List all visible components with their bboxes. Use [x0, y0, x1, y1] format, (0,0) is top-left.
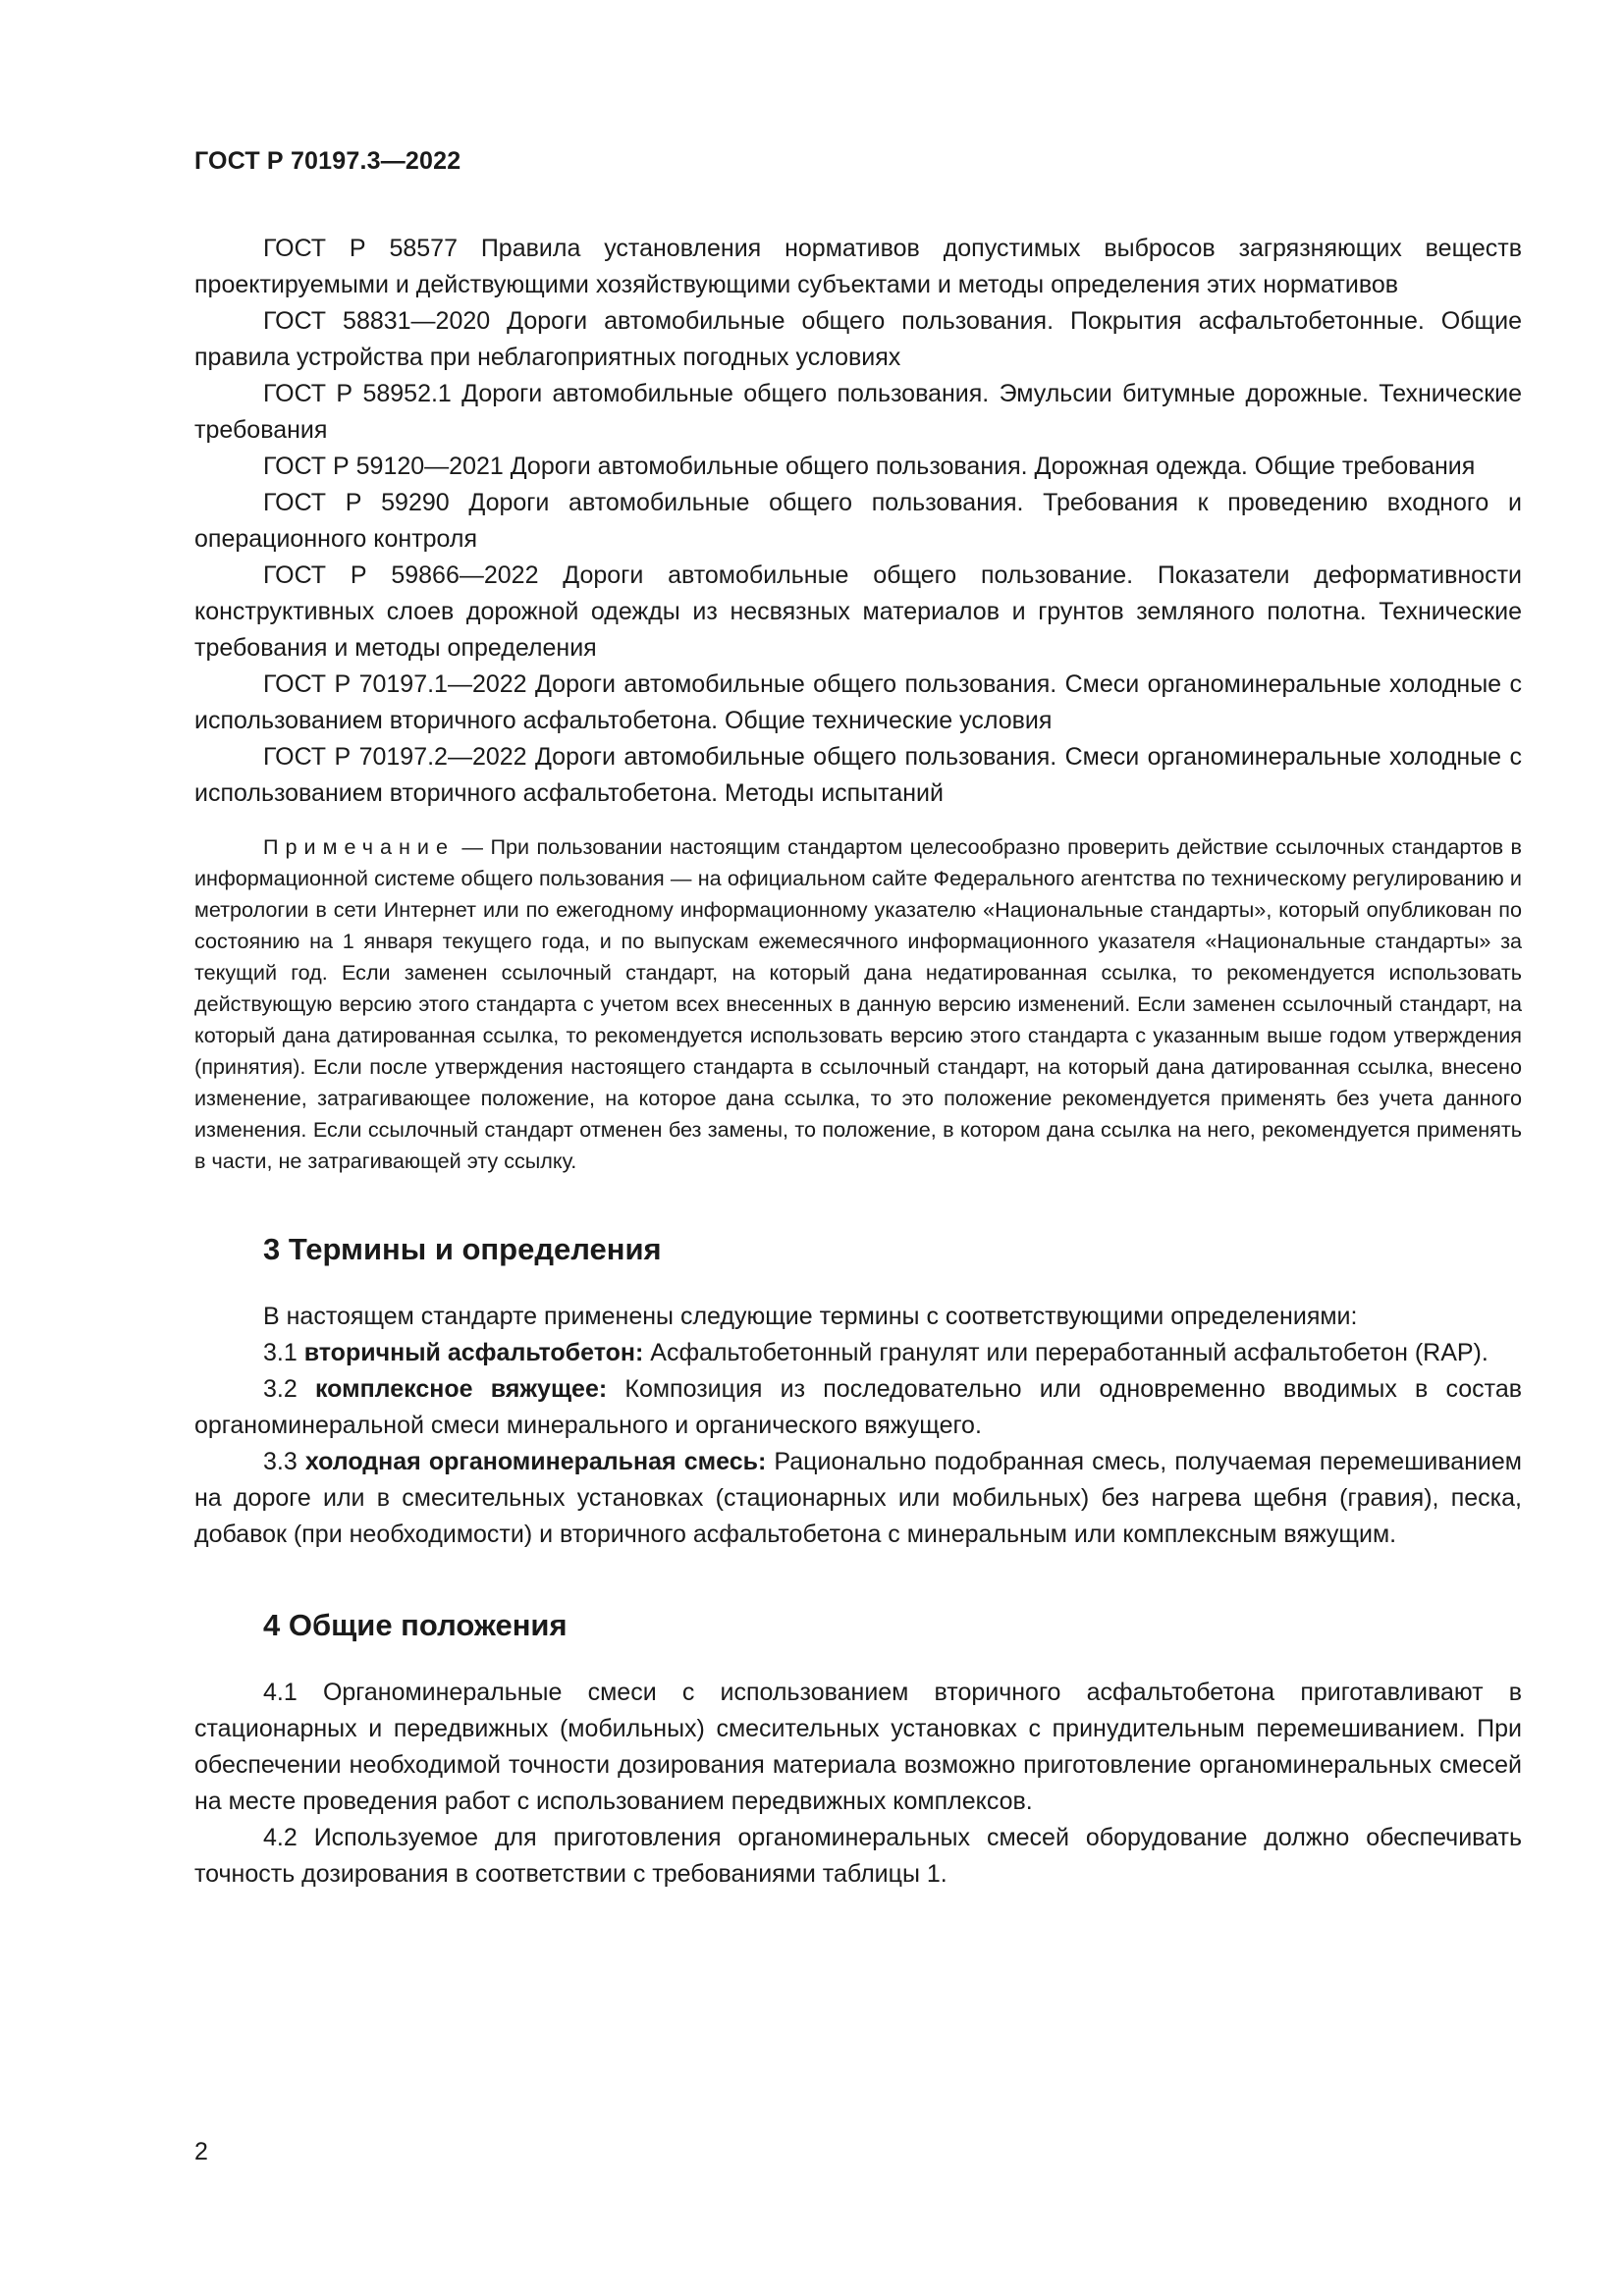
- term-item: [194, 1444, 1522, 1553]
- term-item: [194, 1335, 1522, 1371]
- document-page: [194, 147, 1522, 1893]
- section-3-intro: В настоящем стандарте применены следующие термины с соответствующими определениями:: [263, 1303, 1358, 1330]
- note-label: Примечание: [263, 834, 455, 859]
- reference-item: ГОСТ Р 59120—2021 Дороги автомобильные общего пользования. Дорожная одежда. Общие требования: [263, 453, 1476, 480]
- document-header: ГОСТ Р 70197.3—2022: [194, 147, 461, 175]
- reference-item: ГОСТ Р 70197.2—2022 Дороги автомобильные общего пользования. Смеси органоминеральные холодные с использованием вторичного асфальтобетона. Методы испытаний: [194, 743, 1522, 807]
- term-item: [194, 1371, 1522, 1444]
- reference-item: ГОСТ 58831—2020 Дороги автомобильные общего пользования. Покрытия асфальтобетонные. Общие правила устройства при неблагоприятных погодных условиях: [194, 307, 1522, 371]
- reference-item: ГОСТ Р 58577 Правила установления нормативов допустимых выбросов загрязняющих веществ проектируемыми и действующими хозяйствующими субъектами и методы определения этих нормативов: [194, 235, 1522, 298]
- note-text: — При пользовании настоящим стандартом целесообразно проверить действие ссылочных стандартов в информационной системе общего пользования — на официальном сайте Федерального агентства по техническому регулированию и метрологии в сети Интернет или по ежегодному информационному указателю «Национальные стандарты», который опубликован по состоянию на 1 января текущего года, и по выпускам ежемесячного информационного указателя «Национальные стандарты» за текущий год. Если заменен ссылочный стандарт, на который дана недатированная ссылка, то рекомендуется использовать действующую версию этого стандарта с учетом всех внесенных в данную версию изменений. Если заменен ссылочный стандарт, на который дана датированная ссылка, то рекомендуется использовать версию этого стандарта с указанным выше годом утверждения (принятия). Если после утверждения настоящего стандарта в ссылочный стандарт, на который дана датированная ссылка, внесено изменение, затрагивающее положение, на которое дана ссылка, то это положение рекомендуется применять без учета данного изменения. Если ссылочный стандарт отменен без замены, то положение, в котором дана ссылка на него, рекомендуется применять в части, не затрагивающей эту ссылку.: [194, 834, 1522, 1173]
- section-4-paragraph: 4.2 Используемое для приготовления органоминеральных смесей оборудование должно обеспечивать точность дозирования в соответствии с требованиями таблицы 1.: [194, 1824, 1522, 1888]
- term-number: 3.2: [263, 1375, 298, 1403]
- term-number: 3.1: [263, 1339, 298, 1366]
- reference-item: ГОСТ Р 59290 Дороги автомобильные общего пользования. Требования к проведению входного и операционного контроля: [194, 489, 1522, 553]
- term-name: комплексное вяжущее:: [314, 1375, 608, 1403]
- section-3-title: 3 Термины и определения: [263, 1232, 662, 1266]
- page-number: 2: [194, 2138, 208, 2165]
- note-block: [194, 831, 1522, 1177]
- term-number: 3.3: [263, 1448, 298, 1475]
- term-definition: Рационально подобранная смесь, получаемая перемешиванием на дороге или в смесительных установках (стационарных или мобильных) без нагрева щебня (гравия), песка, добавок (при необходимости) и вторичного асфальтобетона с минеральным или комплексным вяжущим.: [194, 1448, 1522, 1548]
- section-4-paragraph: 4.1 Органоминеральные смеси с использованием вторичного асфальтобетона приготавливают в стационарных и передвижных (мобильных) смесительных установках с принудительным перемешиванием. При обеспечении необходимой точности дозирования материала возможно приготовление органоминеральных смесей на месте проведения работ с использованием передвижных комплексов.: [194, 1679, 1522, 1815]
- reference-item: ГОСТ Р 70197.1—2022 Дороги автомобильные общего пользования. Смеси органоминеральные холодные с использованием вторичного асфальтобетона. Общие технические условия: [194, 670, 1522, 734]
- term-name: вторичный асфальтобетон:: [303, 1339, 644, 1366]
- reference-item: ГОСТ Р 59866—2022 Дороги автомобильные общего пользование. Показатели деформативности конструктивных слоев дорожной одежды из несвязных материалов и грунтов земляного полотна. Технические требования и методы определения: [194, 561, 1522, 662]
- term-definition: Композиция из последовательно или одновременно вводимых в состав органоминеральной смеси минерального и органического вяжущего.: [194, 1375, 1523, 1439]
- reference-item: ГОСТ Р 58952.1 Дороги автомобильные общего пользования. Эмульсии битумные дорожные. Технические требования: [194, 380, 1522, 444]
- term-definition: Асфальтобетонный гранулят или переработанный асфальтобетон (RAP).: [650, 1339, 1489, 1366]
- term-name: холодная органоминеральная смесь:: [304, 1448, 767, 1475]
- section-4-title: 4 Общие положения: [263, 1608, 568, 1642]
